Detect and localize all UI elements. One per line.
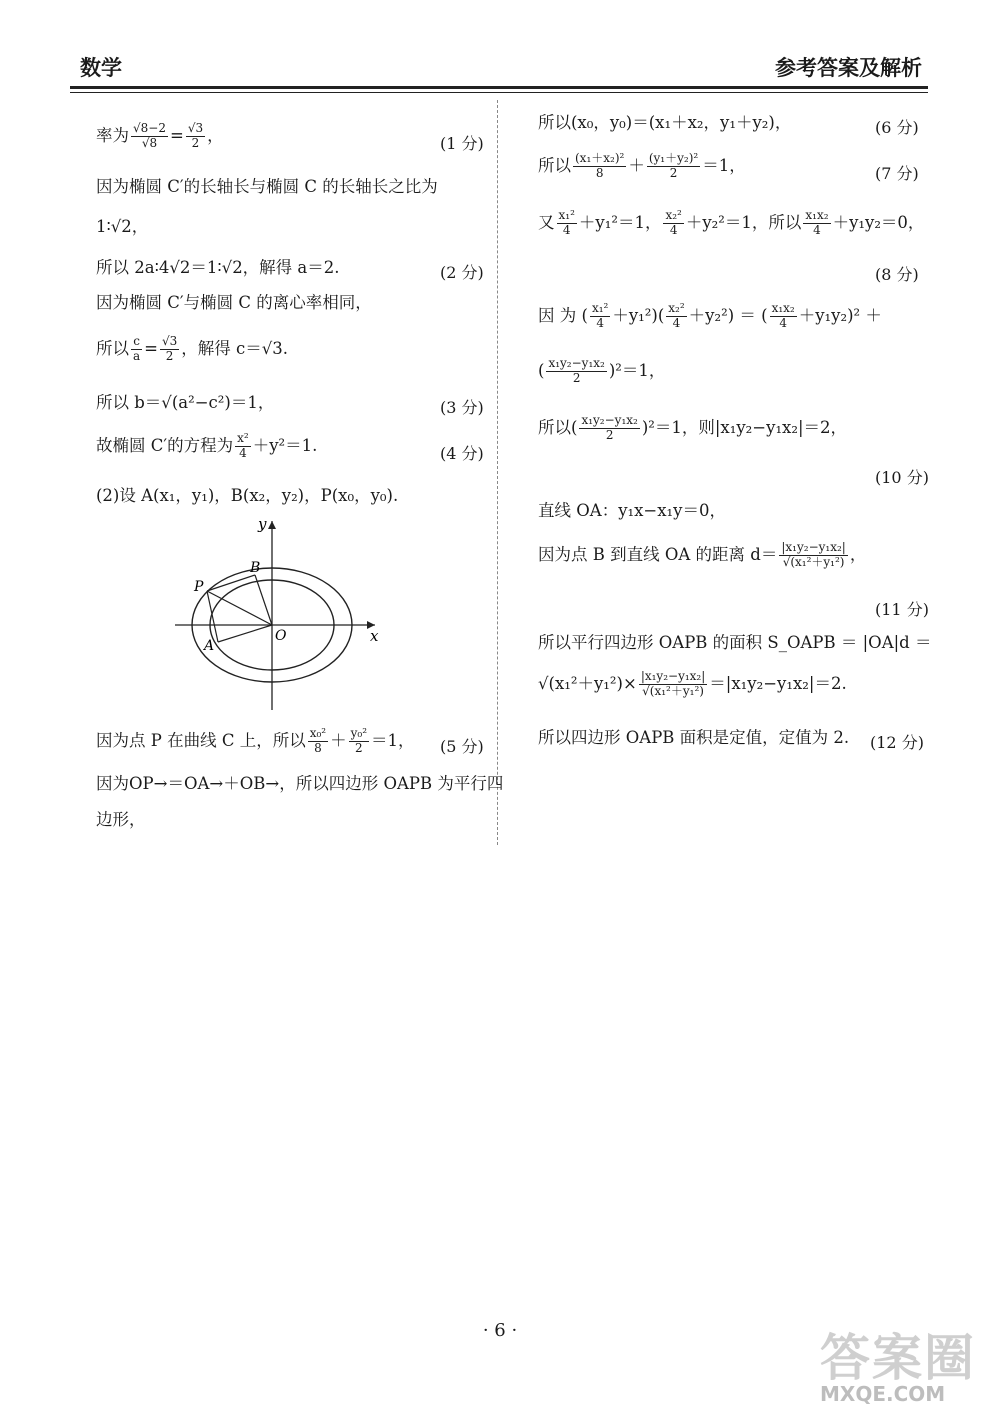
text: )²＝1，: [608, 360, 666, 380]
subject-title: 数学: [80, 56, 122, 80]
fraction: [779, 541, 847, 570]
solution-line: 所以 2a∶4√2＝1∶√2，解得 a＝2.: [96, 258, 340, 277]
numerator: x₁y₂−y₁x₂: [581, 413, 638, 427]
solution-line: 所以平行四边形 OAPB 的面积 S_OAPB ＝ |OA|d ＝: [538, 633, 932, 652]
numerator: x₂²: [668, 301, 685, 315]
ellipse-figure: [170, 515, 390, 715]
denominator: 2: [647, 166, 700, 181]
denominator: 2: [186, 136, 205, 151]
text: 率为: [96, 125, 129, 145]
solution-line: 因为OP→＝OA→＋OB→，所以四边形 OAPB 为平行四: [96, 774, 504, 793]
segment-oa: [218, 625, 272, 642]
score-mark: (11 分): [875, 600, 929, 619]
fraction: [573, 152, 626, 181]
numerator: (y₁＋y₂)²: [648, 151, 699, 165]
watermark-logo: 答案圈: [820, 1329, 976, 1387]
text: =: [169, 125, 184, 145]
solution-line: [538, 541, 866, 570]
origin-label: O: [275, 628, 287, 644]
score-mark: (2 分): [440, 263, 484, 282]
solution-line: [96, 432, 317, 461]
denominator: 4: [666, 316, 686, 331]
solution-line: 因为椭圆 C′与椭圆 C 的离心率相同，: [96, 293, 372, 312]
denominator: 2: [349, 741, 369, 756]
fraction: [803, 209, 830, 238]
text: (: [538, 360, 545, 380]
fraction: [647, 152, 700, 181]
fraction: [639, 670, 707, 699]
text: ＋y₁y₂)² ＋: [798, 305, 882, 325]
score-mark: (3 分): [440, 398, 484, 417]
score-mark: (8 分): [875, 265, 919, 284]
fraction: [770, 302, 797, 331]
denominator: √(x₁²＋y₁²): [779, 555, 847, 570]
numerator: x²: [237, 431, 249, 445]
solution-line: [538, 302, 882, 331]
solution-line: 直线 OA：y₁x−x₁y＝0，: [538, 501, 726, 520]
text: ＝1，: [702, 155, 746, 175]
text: 因 为 (: [538, 305, 588, 325]
denominator: 8: [308, 741, 328, 756]
text: 所以: [538, 155, 571, 175]
text: ＋y₂²＝1，所以: [685, 212, 802, 232]
denominator: 4: [663, 223, 683, 238]
text: ＋y₁²)(: [612, 305, 665, 325]
fraction: [235, 432, 251, 461]
numerator: x₁²: [591, 301, 609, 315]
fraction: [349, 727, 369, 756]
solution-line: 所以 b＝√(a²−c²)＝1，: [96, 393, 275, 412]
solution-line: 1∶√2，: [96, 217, 149, 236]
numerator: √3: [187, 121, 204, 135]
segment-pa: [207, 591, 218, 642]
numerator: y₀²: [350, 726, 368, 740]
score-mark: (12 分): [870, 733, 924, 752]
fraction: [590, 302, 610, 331]
denominator: 4: [590, 316, 610, 331]
solution-line: [538, 152, 746, 181]
fraction: [131, 122, 168, 151]
score-mark: (10 分): [875, 468, 929, 487]
page-number: · 6 ·: [482, 1320, 518, 1341]
text: 故椭圆 C′的方程为: [96, 435, 234, 455]
column-divider: [497, 100, 498, 845]
solution-line: 所以四边形 OAPB 面积是定值，定值为 2.: [538, 728, 850, 747]
fraction: [131, 335, 142, 364]
fraction: [308, 727, 328, 756]
denominator: 2: [160, 349, 179, 364]
solution-line: [538, 357, 665, 386]
solution-line: [538, 209, 924, 238]
text: ＋: [628, 155, 645, 175]
numerator: x₂²: [665, 208, 682, 222]
solution-line: [96, 727, 415, 756]
text: ＋y₂²) ＝ (: [688, 305, 768, 325]
text: ＋: [330, 730, 347, 750]
score-mark: (5 分): [440, 737, 484, 756]
fraction: [579, 414, 639, 443]
fraction: [160, 335, 179, 364]
score-mark: (1 分): [440, 134, 484, 153]
solution-line: [96, 335, 288, 364]
fraction: [186, 122, 205, 151]
text: ＋y²＝1.: [252, 435, 318, 455]
denominator: 2: [579, 428, 639, 443]
text: ，: [849, 544, 867, 564]
numerator: |x₁y₂−y₁x₂|: [781, 540, 846, 554]
text: √(x₁²＋y₁²)×: [538, 673, 637, 693]
text: ＋y₁²＝1，: [578, 212, 662, 232]
numerator: x₁x₂: [805, 208, 829, 222]
solution-line: [96, 122, 224, 151]
denominator: 4: [803, 223, 830, 238]
denominator: √8: [131, 136, 168, 151]
solution-line: [538, 414, 847, 443]
text: )²＝1，则|x₁y₂−y₁x₂|＝2，: [641, 417, 848, 437]
numerator: x₁²: [558, 208, 575, 222]
score-mark: (4 分): [440, 444, 484, 463]
fraction: [666, 302, 686, 331]
score-mark: (7 分): [875, 164, 919, 183]
fraction: [663, 209, 683, 238]
numerator: x₁y₂−y₁x₂: [548, 356, 605, 370]
solution-line: (2)设 A(x₁，y₁)，B(x₂，y₂)，P(x₀，y₀).: [96, 486, 399, 505]
denominator: 2: [546, 371, 606, 386]
text: ，解得 c＝√3.: [181, 338, 289, 358]
numerator: |x₁y₂−y₁x₂|: [640, 669, 706, 683]
score-mark: (6 分): [875, 118, 919, 137]
numerator: √8−2: [133, 121, 166, 135]
text: 又: [538, 212, 555, 232]
fraction: [557, 209, 577, 238]
solution-line: [538, 670, 847, 699]
text: ，: [207, 125, 224, 145]
text: =: [144, 338, 158, 358]
numerator: √3: [161, 334, 178, 348]
denominator: 4: [770, 316, 797, 331]
point-p-label: P: [194, 579, 204, 595]
denominator: √(x₁²＋y₁²): [639, 684, 707, 699]
header-rule-thin: [70, 92, 928, 93]
point-b-label: B: [250, 560, 261, 576]
text: ＝|x₁y₂−y₁x₂|＝2.: [709, 673, 847, 693]
text: 因为点 P 在曲线 C 上，所以: [96, 730, 306, 750]
x-axis-label: x: [370, 627, 379, 645]
numerator: (x₁＋x₂)²: [575, 151, 625, 165]
denominator: 4: [235, 446, 251, 461]
numerator: c: [133, 334, 140, 348]
text: 所以: [96, 338, 129, 358]
solution-line: 边形，: [96, 810, 146, 829]
solution-line: 所以(x₀，y₀)＝(x₁＋x₂，y₁＋y₂)，: [538, 113, 792, 132]
y-axis-arrow: [268, 521, 276, 529]
denominator: 8: [573, 166, 626, 181]
header-rule-thick: [70, 86, 928, 89]
watermark-url: MXQE.COM: [820, 1382, 946, 1406]
denominator: 4: [557, 223, 577, 238]
solution-line: 因为椭圆 C′的长轴长与椭圆 C 的长轴长之比为: [96, 177, 438, 196]
y-axis-label: y: [258, 515, 267, 533]
numerator: x₀²: [309, 726, 327, 740]
text: ＋y₁y₂＝0，: [832, 212, 925, 232]
numerator: x₁x₂: [771, 301, 795, 315]
point-a-label: A: [204, 638, 215, 654]
text: 所以(: [538, 417, 578, 437]
fraction: [546, 357, 606, 386]
text: ＝1，: [371, 730, 415, 750]
text: 因为点 B 到直线 OA 的距离 d＝: [538, 544, 778, 564]
page-header-title: 参考答案及解析: [775, 56, 922, 80]
denominator: a: [133, 348, 141, 363]
